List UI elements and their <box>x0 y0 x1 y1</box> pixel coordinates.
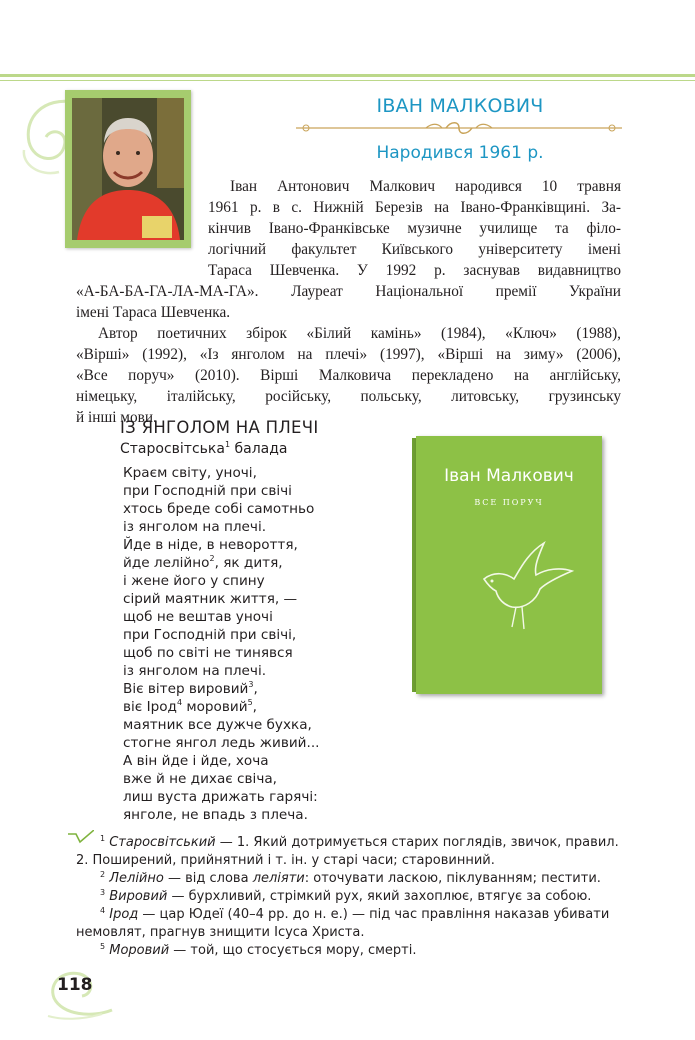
poem-line: вже й не дихає свіча, <box>123 771 278 787</box>
footnote-4: $^4$ Ірод — цар Юдеї (40–4 рр. до н. е.) — під час правління наказав убивати <box>100 906 610 922</box>
divider-ornament-icon <box>296 120 622 136</box>
poem-line: і жене його у спину <box>123 573 265 589</box>
poem-line: із янголом на плечі. <box>123 519 267 535</box>
poem-line: маятник все дужче бухка, <box>123 717 312 733</box>
bio-line: кінчив Івано-Франківське музичне училище та філо- <box>208 220 621 237</box>
bio-line: й інші мови. <box>76 409 157 426</box>
poem-line: віє Ірод$^4$ моровий$^5$, <box>123 698 257 715</box>
bio-line: «А-БА-БА-ГА-ЛА-МА-ГА». Лауреат Національної премії України <box>76 283 621 300</box>
poem-line: при Господній при свічі, <box>123 627 297 643</box>
poem-line: Йде в ніде, в невороття, <box>123 537 298 553</box>
top-rule-thin <box>0 80 695 81</box>
poem-title: ІЗ ЯНГОЛОМ НА ПЛЕЧІ <box>120 418 319 437</box>
poem-line: щоб по світі не тинявся <box>123 645 293 661</box>
poem-line: А він йде і йде, хоча <box>123 753 269 769</box>
poem-line: лиш вуста дрижать гарячі: <box>123 789 318 805</box>
bio-line: Іван Антонович Малкович народився 10 травня <box>230 178 621 195</box>
bio-line: Автор поетичних збірок «Білий камінь» (1984), «Ключ» (1988), <box>98 325 621 342</box>
bio-line: 1961 р. в с. Нижній Березів на Івано-Франківщині. За- <box>208 199 621 216</box>
bird-icon <box>476 531 576 641</box>
footnote-2: $^2$ Лелійно — від слова леліяти: оточувати ласкою, піклуванням; пестити. <box>100 870 601 886</box>
poem-line: Краєм світу, уночі, <box>123 465 257 481</box>
bio-line: Тараса Шевченка. У 1992 р. заснував видавництво <box>208 262 621 279</box>
poem-line: Віє вітер вировий$^3$, <box>123 680 258 697</box>
bio-line: «Все поруч» (2010). Вірші Малковича перекладено на англійську, <box>76 367 621 384</box>
book-author: Іван Малкович <box>444 466 574 486</box>
page-number: 118 <box>57 975 93 995</box>
poem-line: сірий маятник життя, — <box>123 591 298 607</box>
book-face <box>416 436 602 694</box>
bio-line: імені Тараса Шевченка. <box>76 304 231 321</box>
poem-line: йде лелійно$^2$, як дитя, <box>123 554 283 571</box>
book-title: ВСЕ ПОРУЧ <box>474 498 544 507</box>
poem-line: із янголом на плечі. <box>123 663 267 679</box>
footnote-5: $^5$ Моровий — той, що стосується мору, смерті. <box>100 942 417 958</box>
bio-line: «Вірші» (1992), «Із янголом на плечі» (1997), «Вірші на зиму» (2006), <box>76 346 621 363</box>
poem-subtitle: Старосвітська$^1$ балада <box>120 440 288 457</box>
bio-line: німецьку, італійську, російську, польську, литовську, грузинську <box>76 388 621 405</box>
poem-line: щоб не вештав уночі <box>123 609 273 625</box>
author-name: ІВАН МАЛКОВИЧ <box>376 95 544 117</box>
book-cover <box>416 432 606 696</box>
footnote-1: $^1$ Старосвітський — 1. Який дотримується старих поглядів, звичок, правил. <box>100 834 619 850</box>
poem-line: хтось бреде собі самотньо <box>123 501 315 517</box>
footnote-4-cont: немовлят, прагнув знищити Ісуса Христа. <box>76 925 365 940</box>
poem-line: при Господній при свічі <box>123 483 292 499</box>
footnote-3: $^3$ Вировий — бурхливий, стрімкий рух, який захоплює, втягує за собою. <box>100 888 592 904</box>
poem-line: янголе, не впадь з плеча. <box>123 807 308 823</box>
footnote-1-cont: 2. Поширений, прийнятний і т. ін. у старі часи; старовинний. <box>76 853 495 868</box>
birth-year: Народився 1961 р. <box>376 143 544 163</box>
footnote-mark-icon <box>68 830 94 844</box>
top-rule <box>0 74 695 77</box>
bio-line: логічний факультет Київського університету імені <box>208 241 621 258</box>
author-photo <box>72 98 184 240</box>
poem-line: стогне янгол ледь живий... <box>123 735 320 751</box>
author-photo-frame <box>65 90 191 248</box>
